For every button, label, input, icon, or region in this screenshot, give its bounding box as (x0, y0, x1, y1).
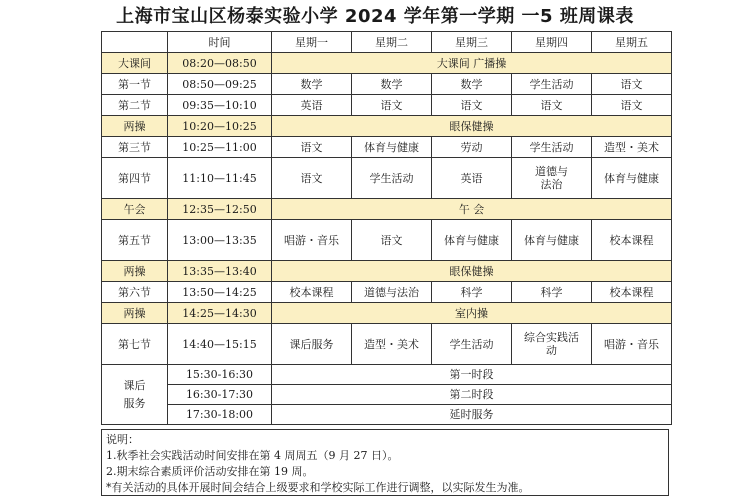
note-line: 2.期末综合素质评价活动安排在第 19 周。 (106, 465, 314, 478)
schedule-row-big-break (102, 53, 672, 74)
subject-cell: 语文 (352, 95, 432, 116)
subject-cell: 学生活动 (512, 74, 592, 95)
note-line: 1.秋季社会实践活动时间安排在第 4 周周五（9 月 27 日）。 (106, 449, 399, 462)
subject-cell: 课后服务 (272, 324, 352, 365)
row-time: 08:50—09:25 (168, 74, 272, 95)
subject-cell: 学生活动 (432, 324, 512, 365)
row-label: 第二节 (102, 95, 168, 116)
schedule-row-eye-exercise (102, 261, 672, 282)
schedule-row-indoor-exercise (102, 303, 672, 324)
subject-cell: 道德与法治 (352, 282, 432, 303)
subject-cell: 综合实践活动 (512, 324, 592, 365)
subject-cell: 英语 (272, 95, 352, 116)
after-school-row-1 (102, 365, 672, 385)
row-activity: 大课间 广播操 (272, 53, 672, 74)
schedule-row-period-3 (102, 137, 672, 158)
subject-cell: 校本课程 (272, 282, 352, 303)
subject-cell: 体育与健康 (352, 137, 432, 158)
row-time: 13:00—13:35 (168, 220, 272, 261)
header-time: 时间 (168, 32, 272, 53)
after-school-row-3 (102, 405, 672, 425)
subject-cell: 语文 (592, 95, 672, 116)
after-school-row-2 (102, 385, 672, 405)
row-activity: 室内操 (272, 303, 672, 324)
row-time: 09:35—10:10 (168, 95, 272, 116)
row-label: 第三节 (102, 137, 168, 158)
row-activity: 眼保健操 (272, 261, 672, 282)
subject-cell: 校本课程 (592, 282, 672, 303)
row-time: 17:30-18:00 (168, 405, 272, 425)
row-label: 两操 (102, 303, 168, 324)
subject-cell: 语文 (592, 74, 672, 95)
row-activity: 延时服务 (272, 405, 672, 425)
page-title: 上海市宝山区杨泰实验小学 2024 学年第一学期 一5 班周课表 (116, 6, 634, 27)
header-row (102, 32, 672, 53)
row-label: 第五节 (102, 220, 168, 261)
subject-cell: 唱游・音乐 (592, 324, 672, 365)
subject-cell: 校本课程 (592, 220, 672, 261)
subject-cell: 造型・美术 (592, 137, 672, 158)
row-activity: 午 会 (272, 199, 672, 220)
subject-cell: 学生活动 (512, 137, 592, 158)
subject-cell: 劳动 (432, 137, 512, 158)
header-day: 星期五 (592, 32, 672, 53)
row-label: 午会 (102, 199, 168, 220)
subject-cell: 科学 (512, 282, 592, 303)
subject-cell: 语文 (512, 95, 592, 116)
subject-cell: 造型・美术 (352, 324, 432, 365)
row-time: 15:30-16:30 (168, 365, 272, 385)
subject-cell: 体育与健康 (592, 158, 672, 199)
row-time: 10:25—11:00 (168, 137, 272, 158)
row-time: 16:30-17:30 (168, 385, 272, 405)
notes-box (101, 429, 669, 496)
header-day: 星期四 (512, 32, 592, 53)
subject-cell: 体育与健康 (512, 220, 592, 261)
subject-cell: 语文 (432, 95, 512, 116)
schedule-row-period-7 (102, 324, 672, 365)
subject-cell: 语文 (352, 220, 432, 261)
schedule-row-period-5 (102, 220, 672, 261)
row-time: 11:10—11:45 (168, 158, 272, 199)
row-label: 第一节 (102, 74, 168, 95)
schedule-row-period-2 (102, 95, 672, 116)
subject-cell: 语文 (272, 137, 352, 158)
subject-cell: 英语 (432, 158, 512, 199)
subject-cell: 唱游・音乐 (272, 220, 352, 261)
schedule-row-period-1 (102, 74, 672, 95)
subject-cell: 语文 (272, 158, 352, 199)
note-line: *有关活动的具体开展时间会结合上级要求和学校实际工作进行调整，以实际发生为准。 (106, 481, 530, 494)
row-label: 第六节 (102, 282, 168, 303)
row-label: 两操 (102, 116, 168, 137)
row-activity: 眼保健操 (272, 116, 672, 137)
subject-cell: 道德与法治 (512, 158, 592, 199)
subject-cell: 数学 (352, 74, 432, 95)
header-day: 星期二 (352, 32, 432, 53)
subject-cell: 科学 (432, 282, 512, 303)
header-day: 星期三 (432, 32, 512, 53)
schedule-row-period-4 (102, 158, 672, 199)
schedule-row-eye-exercise (102, 116, 672, 137)
row-label: 两操 (102, 261, 168, 282)
row-label: 第四节 (102, 158, 168, 199)
subject-cell: 体育与健康 (432, 220, 512, 261)
after-school-label: 课后服务 (102, 365, 168, 425)
header-corner (102, 32, 168, 53)
schedule-table (101, 31, 672, 425)
row-time: 08:20—08:50 (168, 53, 272, 74)
subject-cell: 学生活动 (352, 158, 432, 199)
row-activity: 第一时段 (272, 365, 672, 385)
row-time: 12:35—12:50 (168, 199, 272, 220)
row-label: 第七节 (102, 324, 168, 365)
row-time: 13:50—14:25 (168, 282, 272, 303)
notes-heading: 说明： (106, 433, 139, 446)
subject-cell: 数学 (272, 74, 352, 95)
schedule-row-period-6 (102, 282, 672, 303)
header-day: 星期一 (272, 32, 352, 53)
row-time: 10:20—10:25 (168, 116, 272, 137)
subject-cell: 数学 (432, 74, 512, 95)
row-activity: 第二时段 (272, 385, 672, 405)
row-time: 14:25—14:30 (168, 303, 272, 324)
row-time: 14:40—15:15 (168, 324, 272, 365)
schedule-row-noon-meeting (102, 199, 672, 220)
row-time: 13:35—13:40 (168, 261, 272, 282)
row-label: 大课间 (102, 53, 168, 74)
